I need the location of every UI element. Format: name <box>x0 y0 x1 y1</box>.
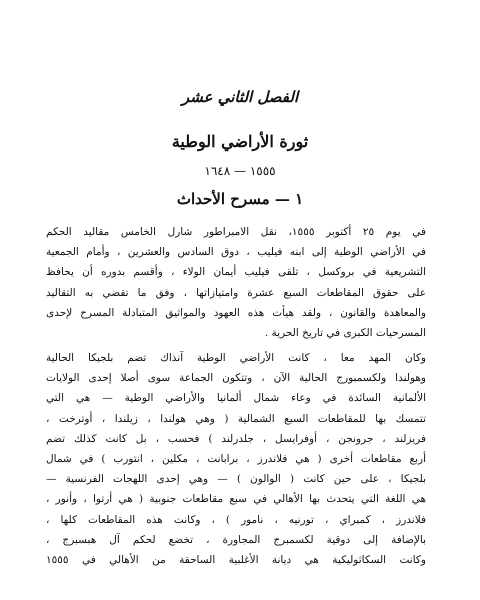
text-line: على حقوق المقاطعات السبع عشرة وامتيازاتها ، وفق ما تقضي به التقاليد <box>46 286 426 299</box>
text-line: أربع مقاطعات أخرى ( هي فلاندرز ، برابانت ، مكلين ، انتورب ) في شمال <box>46 452 426 465</box>
text-line: التشريعية في بروكسل ، تلقى فيليب أيمان الولاء ، وأقسم بدوره أن يحافظ <box>46 266 426 279</box>
text-line: المسرحيات الكبرى في تاريخ الحرية . <box>264 326 426 339</box>
text-line: في يوم ٢٥ أكتوبر ١٥٥٥، نقل الامبراطور شارل الخامس مقاليد الحكم <box>46 226 426 238</box>
text-line: الألمانية السائدة في وعاء شمال ألمانيا والأراضي الوطية — هي التي <box>46 392 426 405</box>
chapter-years: ١٥٥٥ — ١٦٤٨ <box>204 164 276 178</box>
section-heading: ١ — مسرح الأحداث <box>176 190 304 208</box>
text-line: بالإضافة إلى دوقية لكسمبرج المجاورة ، تخضع لحكم آل هبسبرج ، <box>46 533 426 546</box>
text-line: فلاندرز ، كمبراي ، تورنيه ، نامور ) ، وكانت هذه المقاطعات كلها ، <box>46 513 426 526</box>
text-line: في الأراضي الوطية إلى ابنه فيليب ، دوق السادس والعشرين ، وأمام الجمعية <box>46 246 426 259</box>
chapter-title: ثورة الأراضي الوطية <box>171 132 309 151</box>
text-line: والمعاهدة والقانون ، ولقد هيأت هذه العهود والمواثيق المتبادلة المسرح لإحدى <box>46 306 426 319</box>
paragraph-2 <box>46 348 426 570</box>
text-line: بلجيكا ، على حين كانت ( الوالون ) — وهي إحدى اللهجات الفرنسية — <box>46 473 426 486</box>
text-line: وكانت السكاثوليكية هي ديانة الأغلبية الساحقة من الأهالي في ١٥٥٥ <box>46 553 426 566</box>
text-line: فريزلند ، جرونجن ، أوفرايسل ، جلدرلند ) فحسب ، بل كانت كذلك تضم <box>46 432 426 445</box>
text-line: وهولندا ولكسمبورج الحالية الآن ، وتتكون الجماعة سوى أصلا إحدى الولايات <box>46 372 426 385</box>
paragraph-1 <box>46 222 426 343</box>
text-line: هي اللغة التي يتحدث بها الأهالي في سبع مقاطعات جنوبية ( هي أرتوا ، وأنور ، <box>46 493 426 506</box>
chapter-heading: الفصل الثاني عشر <box>181 88 299 106</box>
text-line: وكان المهد معا ، كانت الأراضي الوطية آنذاك تضم بلجيكا الحالية <box>46 352 426 364</box>
text-line: تتمسك بها للمقاطعات السبع الشمالية ( وهي هولندا ، زيلندا ، أوترخت ، <box>46 412 426 425</box>
